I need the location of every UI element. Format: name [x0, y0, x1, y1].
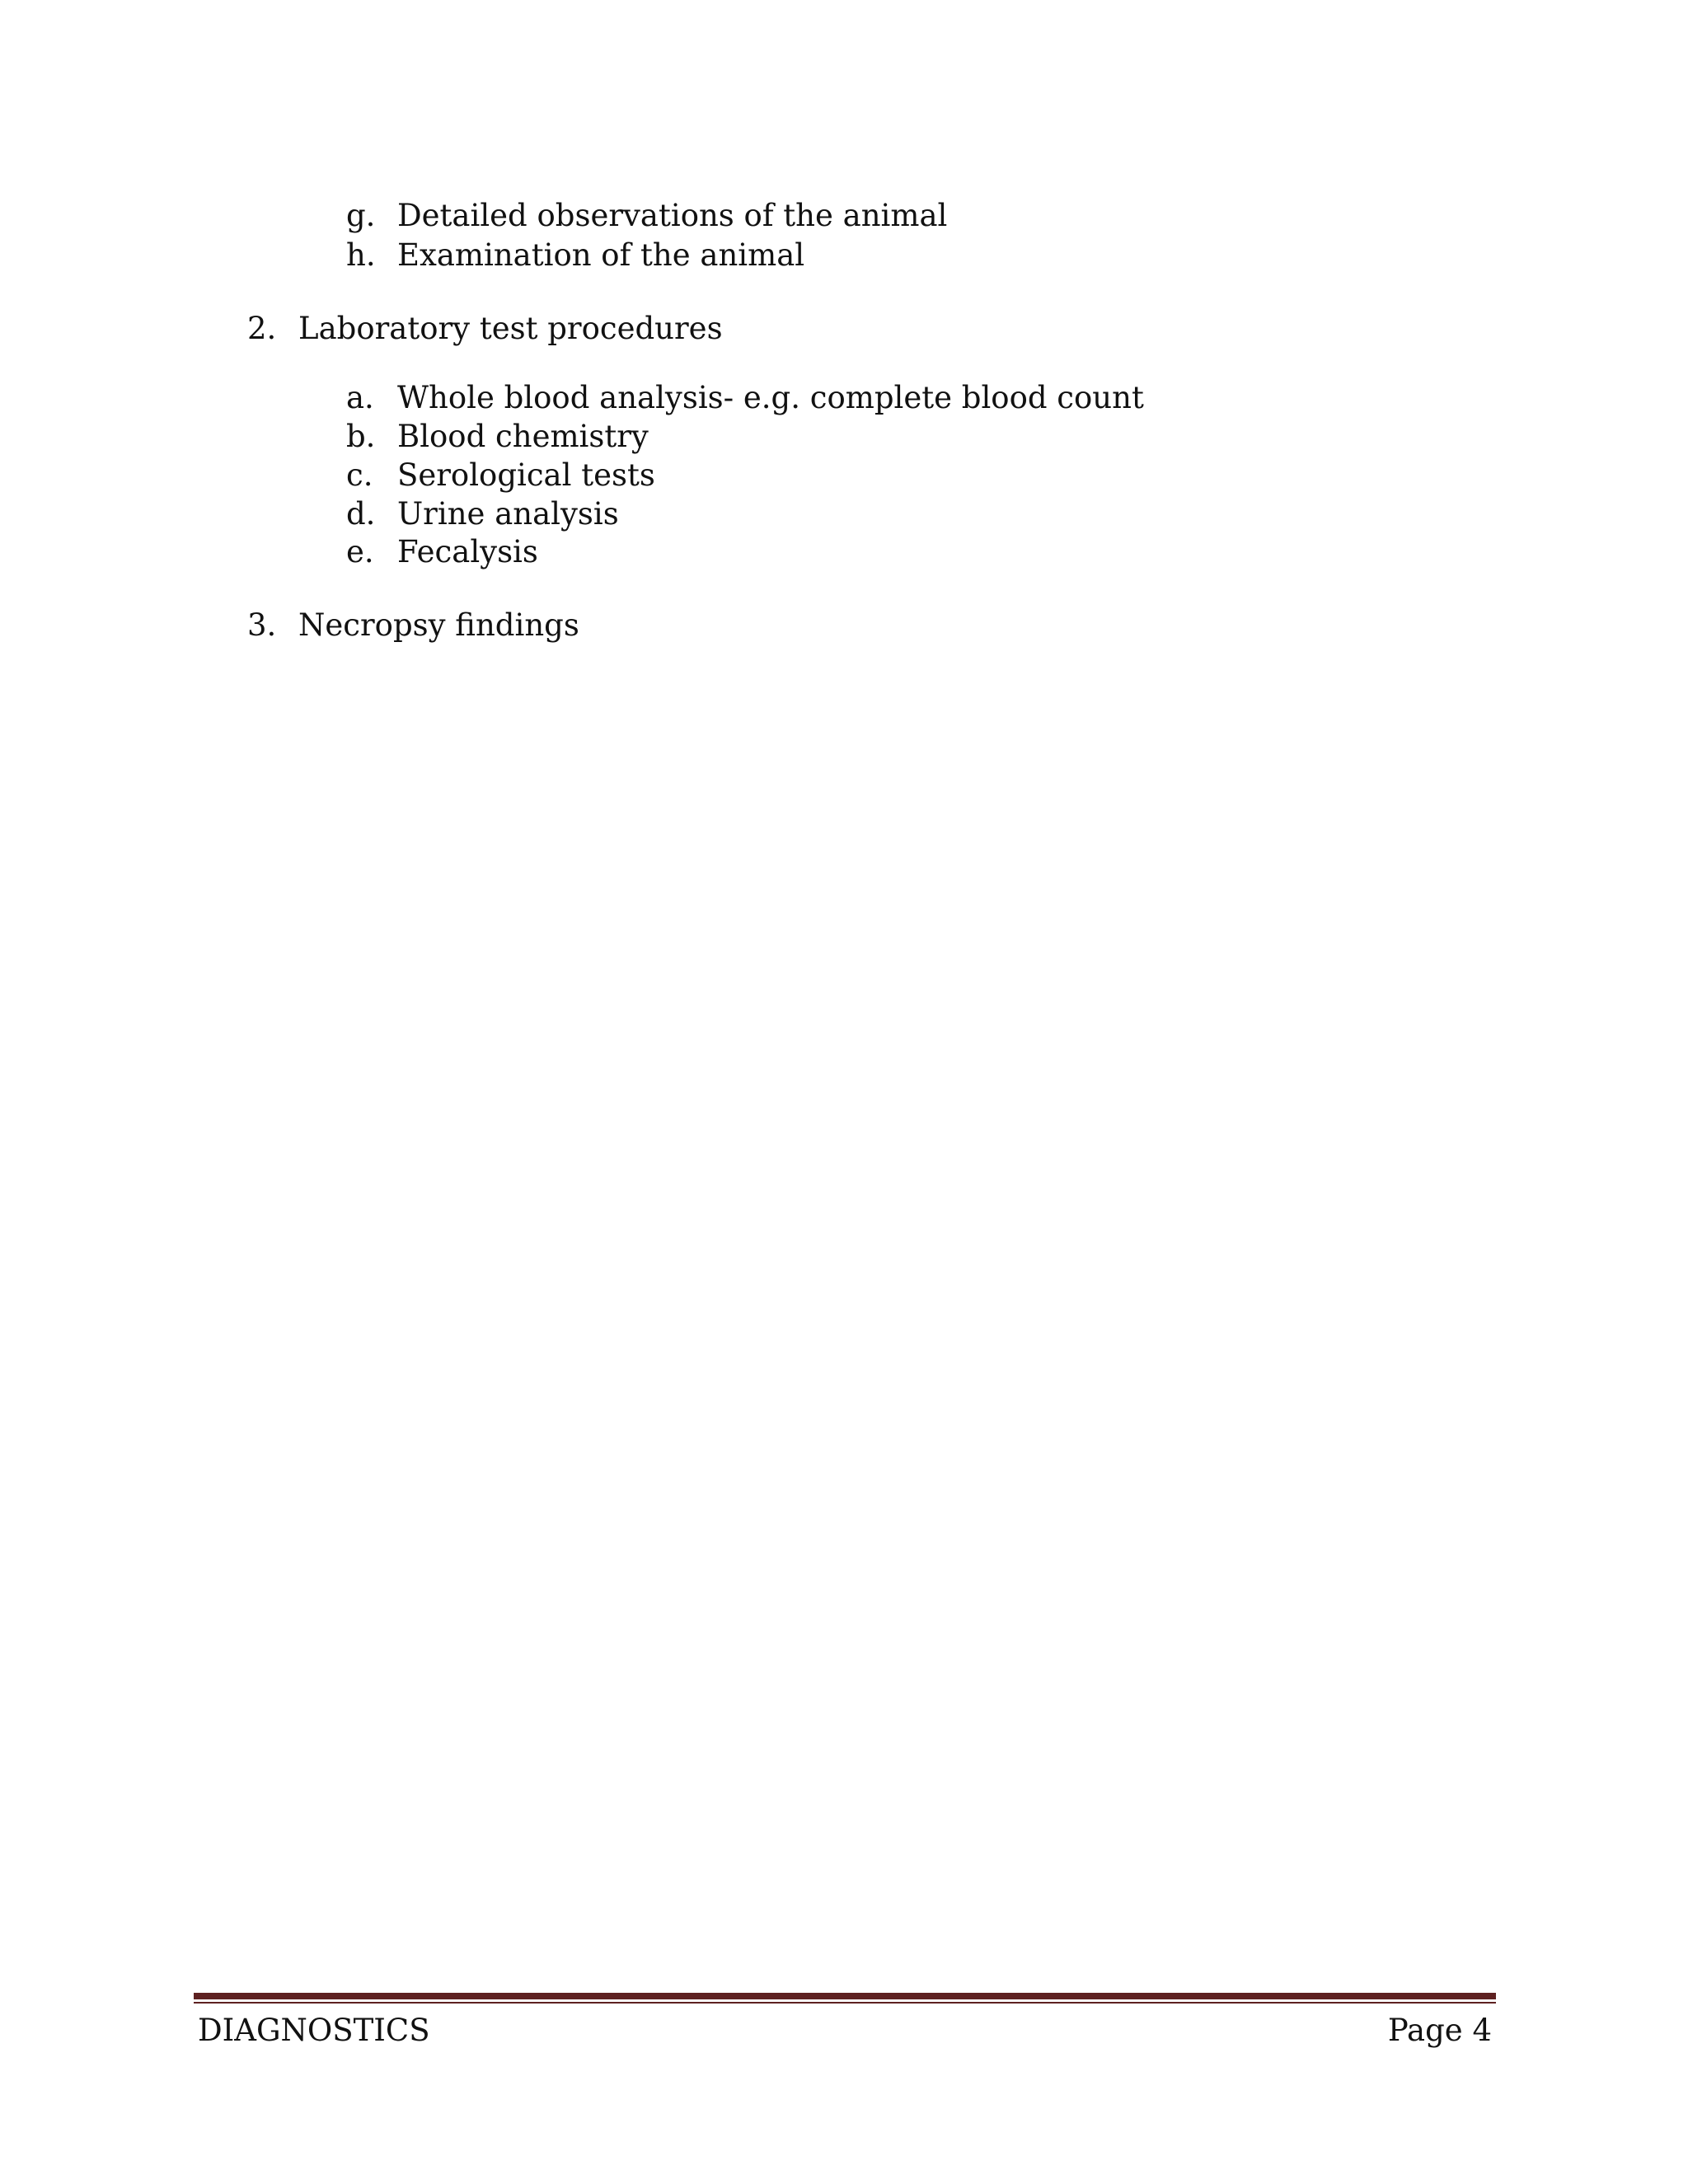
footer-section-title: DIAGNOSTICS	[198, 2013, 430, 2048]
list-item-text: Examination of the animal	[397, 237, 805, 273]
list-marker: a.	[346, 380, 374, 415]
list-item-text: Serological tests	[397, 457, 655, 493]
list-marker: 2.	[247, 311, 277, 346]
list-item-text: Laboratory test procedures	[298, 311, 723, 346]
footer-page-number: Page 4	[1387, 2013, 1492, 2048]
footer-rule	[194, 1993, 1496, 1999]
list-item-text: Detailed observations of the animal	[397, 198, 948, 233]
list-marker: d.	[346, 496, 376, 532]
list-item-text: Blood chemistry	[397, 419, 649, 454]
list-marker: 3.	[247, 607, 277, 643]
list-item-text: Fecalysis	[397, 534, 538, 569]
list-marker: e.	[346, 534, 374, 569]
list-marker: h.	[346, 237, 376, 273]
list-item-text: Whole blood analysis- e.g. complete blood count	[397, 380, 1144, 415]
list-marker: g.	[346, 198, 376, 233]
list-item-text: Urine analysis	[397, 496, 619, 532]
list-item-text: Necropsy findings	[298, 607, 579, 643]
list-marker: c.	[346, 457, 373, 493]
list-marker: b.	[346, 419, 376, 454]
footer-rule-thin	[194, 2002, 1496, 2004]
